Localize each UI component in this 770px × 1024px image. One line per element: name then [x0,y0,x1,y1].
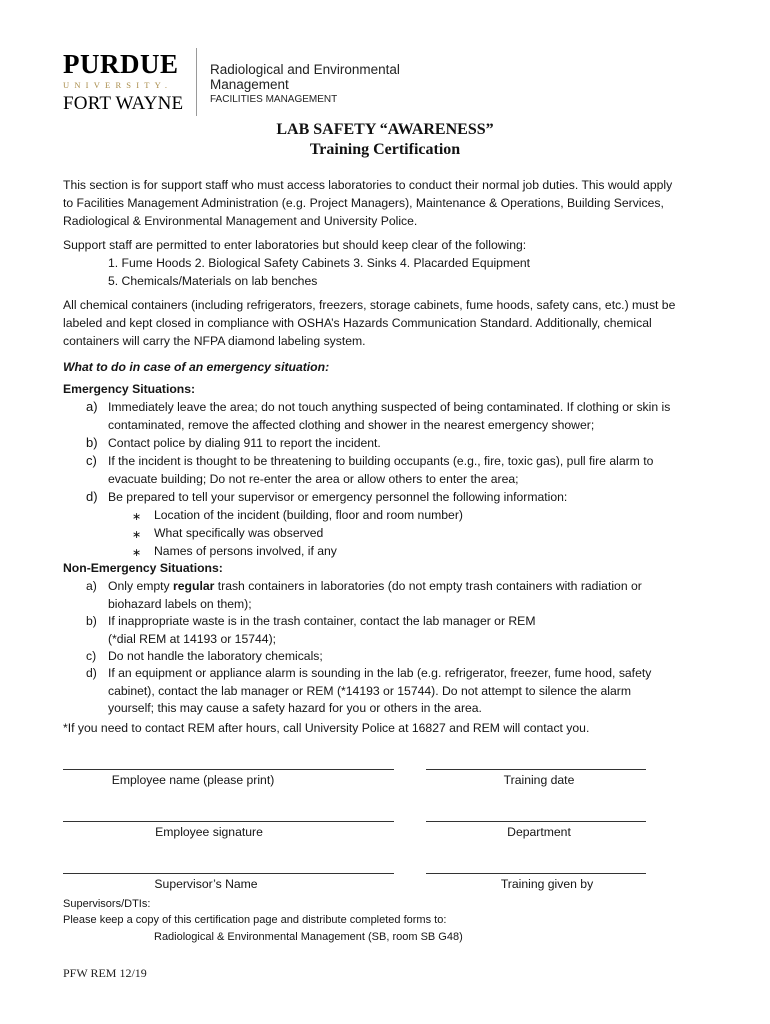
training-date-label: Training date [503,773,575,787]
emergency-item-b-label: b) [86,435,98,450]
emergency-subheading: Emergency Situations: [63,382,196,396]
non-emergency-item-a-label: a) [86,579,97,593]
document-subtitle: Training Certification [309,141,461,158]
emergency-item-a-line-1: Immediately leave the area; do not touch anything suspected of being contaminated. If clothing or skin is [108,400,671,414]
regular-emphasis: regular [173,579,215,593]
employee-signature-label: Employee signature [155,825,263,839]
training-given-by-field[interactable] [426,873,646,874]
supervisor-name-label: Supervisor’s Name [154,877,258,891]
non-emergency-item-d-line-1: If an equipment or appliance alarm is sounding in the lab (e.g. refrigerator, freezer, fume hood, safety [108,666,652,680]
employee-signature-field[interactable] [63,821,394,822]
non-emergency-item-d-label: d) [86,666,97,680]
non-emergency-item-b-label: b) [86,614,97,628]
dept-subtitle: FACILITIES MANAGEMENT [210,94,338,105]
supervisor-name-field[interactable] [63,873,394,874]
logo-university-text: UNIVERSITY. [63,80,173,90]
emergency-bullet-2: What specifically was observed [154,526,324,540]
logo-fort-wayne-text: FORT WAYNE [63,93,184,114]
training-given-by-label: Training given by [500,877,594,891]
non-emergency-item-a-post: trash containers in laboratories (do not empty trash containers with radiation or [214,579,642,593]
logo-purdue-text: PURDUE [63,49,179,79]
emergency-item-c-label: c) [86,453,97,468]
keep-clear-list-1: 1. Fume Hoods 2. Biological Safety Cabinets 3. Sinks 4. Placarded Equipment [108,256,531,270]
intro-paragraph-1-line-2: to Facilities Management Administration (e.g. Project Managers), Maintenance & Operations, Building Services, [63,196,664,210]
emergency-item-a-label: a) [86,399,98,414]
department-label: Department [507,825,571,839]
keep-clear-list-2: 5. Chemicals/Materials on lab benches [108,274,318,288]
bullet-asterisk-icon: ∗ [132,529,142,541]
distribution-line-1: Supervisors/DTIs: [63,898,151,910]
emergency-item-c-line-2: evacuate building; Do not re-enter the area or allow others to enter the area; [108,472,519,486]
emergency-bullet-1: Location of the incident (building, floor and room number) [154,508,463,522]
emergency-item-c-line-1: If the incident is thought to be threatening to building occupants (e.g., fire, toxic gas), pull fire alarm to [108,454,654,468]
department-field[interactable] [426,821,646,822]
emergency-item-d-label: d) [86,489,98,504]
non-emergency-item-d-line-2: cabinet), contact the lab manager or REM (*14193 or 15744). Do not attempt to silence the alarm [108,684,631,698]
intro-paragraph-3-line-1: All chemical containers (including refrigerators, freezers, storage cabinets, fume hoods, safety cans, etc.) must be [63,298,676,312]
document-title: LAB SAFETY “AWARENESS” [276,121,494,138]
non-emergency-item-a-pre: Only empty [108,579,174,593]
emergency-item-a-line-2: contaminated, remove the affected clothing and shower in the nearest emergency shower; [108,418,595,432]
form-code-footer: PFW REM 12/19 [63,966,147,980]
department-header [210,62,400,106]
header-divider [196,48,197,116]
intro-paragraph-2-line-1: Support staff are permitted to enter laboratories but should keep clear of the following: [63,238,527,252]
emergency-item-d-line-1: Be prepared to tell your supervisor or emergency personnel the following information: [108,490,568,504]
non-emergency-subheading: Non-Emergency Situations: [63,561,223,575]
distribution-line-3: Radiological & Environmental Management (SB, room SB G48) [154,931,463,943]
purdue-fort-wayne-logo [63,50,187,115]
intro-paragraph-1-line-3: Radiological & Environmental Management and University Police. [63,214,418,228]
intro-paragraph-1-line-1: This section is for support staff who must access laboratories to conduct their normal job duties. This would apply [63,178,673,192]
bullet-asterisk-icon: ∗ [132,547,142,559]
dept-name-line1: Radiological and Environmental [210,62,400,77]
after-hours-note: *If you need to contact REM after hours, call University Police at 16827 and REM will contact you. [63,721,590,735]
non-emergency-item-c-line-1: Do not handle the laboratory chemicals; [108,649,323,663]
training-date-field[interactable] [426,769,646,770]
non-emergency-item-a-line-2: biohazard labels on them); [108,597,252,611]
emergency-heading: What to do in case of an emergency situation: [63,360,330,374]
dept-name-line2: Management [210,77,289,92]
non-emergency-item-c-label: c) [86,649,97,663]
employee-name-label: Employee name (please print) [111,773,275,787]
intro-paragraph-3-line-2: labeled and kept closed in compliance with OSHA’s Hazards Communication Standard. Additionally, chemical [63,316,652,330]
non-emergency-item-b-line-2: (*dial REM at 14193 or 15744); [108,632,277,646]
non-emergency-item-a-line-1 [108,578,642,596]
employee-name-field[interactable] [63,769,394,770]
non-emergency-item-b-line-1: If inappropriate waste is in the trash container, contact the lab manager or REM [108,614,536,628]
non-emergency-item-d-line-3: yourself; this may cause a safety hazard for you or others in the area. [108,701,482,715]
emergency-bullet-3: Names of persons involved, if any [154,544,337,558]
emergency-item-b-line-1: Contact police by dialing 911 to report the incident. [108,436,381,450]
distribution-line-2: Please keep a copy of this certification page and distribute completed forms to: [63,914,447,926]
intro-paragraph-3-line-3: containers will carry the NFPA diamond labeling system. [63,334,366,348]
bullet-asterisk-icon: ∗ [132,511,142,523]
